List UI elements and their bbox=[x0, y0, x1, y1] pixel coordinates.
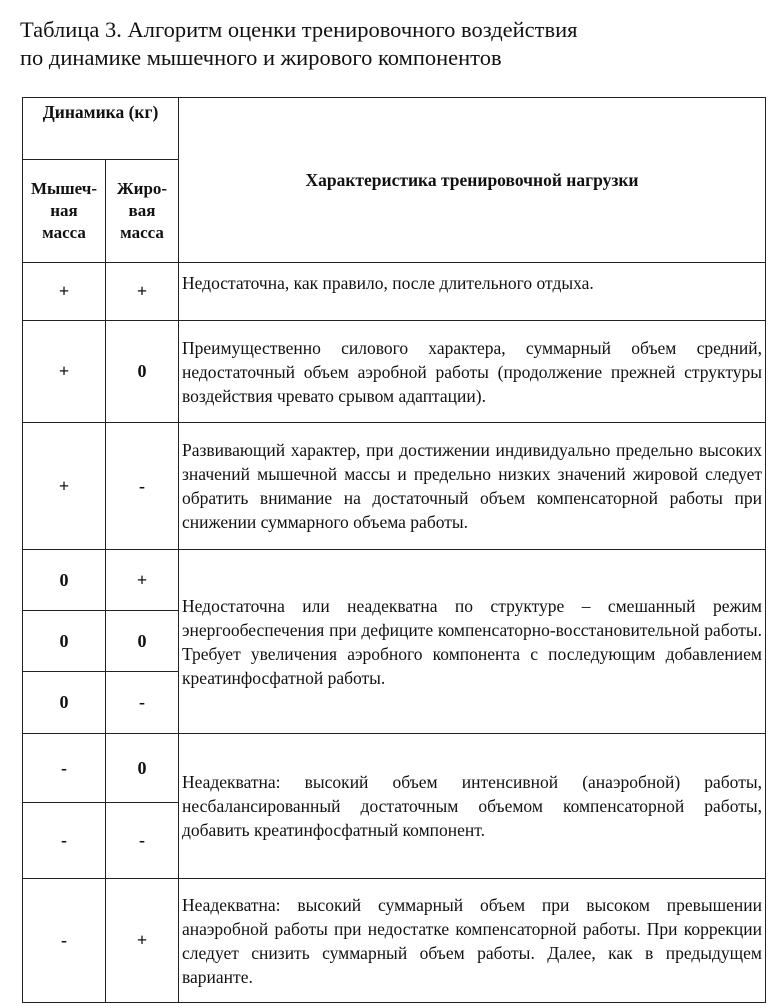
muscle-cell: - bbox=[23, 734, 106, 803]
header-muscle-line: Мышеч- bbox=[30, 179, 98, 198]
header-muscle bbox=[23, 160, 106, 263]
muscle-cell: 0 bbox=[23, 611, 106, 672]
muscle-cell: - bbox=[23, 879, 106, 1003]
table-row bbox=[23, 879, 766, 1003]
fat-cell: + bbox=[106, 879, 179, 1003]
description-cell: Развивающий характер, при достижении индивидуально предельно высоких значений мышечной массы и предельно низких значений жировой следует обратить внимание на достаточный объем компенсаторной работы при снижении суммарного объема работы. bbox=[179, 423, 766, 550]
title-line-1: Таблица 3. Алгоритм оценки тренировочного воздействия bbox=[20, 17, 578, 42]
fat-cell: + bbox=[106, 263, 179, 321]
muscle-cell: 0 bbox=[23, 672, 106, 734]
title-line-2: по динамике мышечного и жирового компонентов bbox=[20, 45, 502, 70]
table-row bbox=[23, 423, 766, 550]
fat-cell: - bbox=[106, 423, 179, 550]
muscle-cell: + bbox=[23, 423, 106, 550]
header-muscle-line: ная bbox=[50, 201, 78, 220]
header-fat bbox=[106, 160, 179, 263]
muscle-cell: 0 bbox=[23, 550, 106, 611]
header-fat-line: Жиро- bbox=[116, 179, 168, 198]
table-row bbox=[23, 263, 766, 321]
description-cell: Недостаточна, как правило, после длительного отдыха. bbox=[179, 263, 766, 321]
fat-cell: - bbox=[106, 803, 179, 879]
description-cell: Преимущественно силового характера, суммарный объем средний, недостаточный объем аэробной работы (продолжение прежней структуры воздействия чревато срывом адаптации). bbox=[179, 321, 766, 423]
fat-cell: + bbox=[106, 550, 179, 611]
description-cell: Неадекватна: высокий суммарный объем при высоком превышении анаэробной работы при недостатке компенсаторной работы. При коррекции следует снизить суммарный объем работы. Далее, как в предыдущем варианте. bbox=[179, 879, 766, 1003]
table-title bbox=[20, 16, 578, 72]
description-cell: Недостаточна или неадекватна по структуре – смешанный режим энергообеспечения при дефиците компенсаторно-восстановительной работы. Требует увеличения аэробного компонента с последующим добавлением креатинфосфатной работы. bbox=[179, 550, 766, 734]
muscle-cell: + bbox=[23, 321, 106, 423]
muscle-cell: + bbox=[23, 263, 106, 321]
header-characteristic: Характеристика тренировочной нагрузки bbox=[179, 98, 766, 263]
header-fat-line: масса bbox=[120, 223, 164, 242]
table-row bbox=[23, 321, 766, 423]
header-fat-line: вая bbox=[128, 201, 156, 220]
table-row bbox=[23, 550, 766, 611]
muscle-cell: - bbox=[23, 803, 106, 879]
fat-cell: - bbox=[106, 672, 179, 734]
header-dynamics: Динамика (кг) bbox=[23, 98, 179, 160]
header-muscle-line: масса bbox=[42, 223, 86, 242]
description-cell: Неадекватна: высокий объем интенсивной (анаэробной) работы, несбалансированный достаточным объемом компенсаторной работы, добавить креатинфосфатный компонент. bbox=[179, 734, 766, 879]
fat-cell: 0 bbox=[106, 321, 179, 423]
fat-cell: 0 bbox=[106, 611, 179, 672]
training-table bbox=[22, 97, 766, 1003]
fat-cell: 0 bbox=[106, 734, 179, 803]
table-row bbox=[23, 734, 766, 803]
